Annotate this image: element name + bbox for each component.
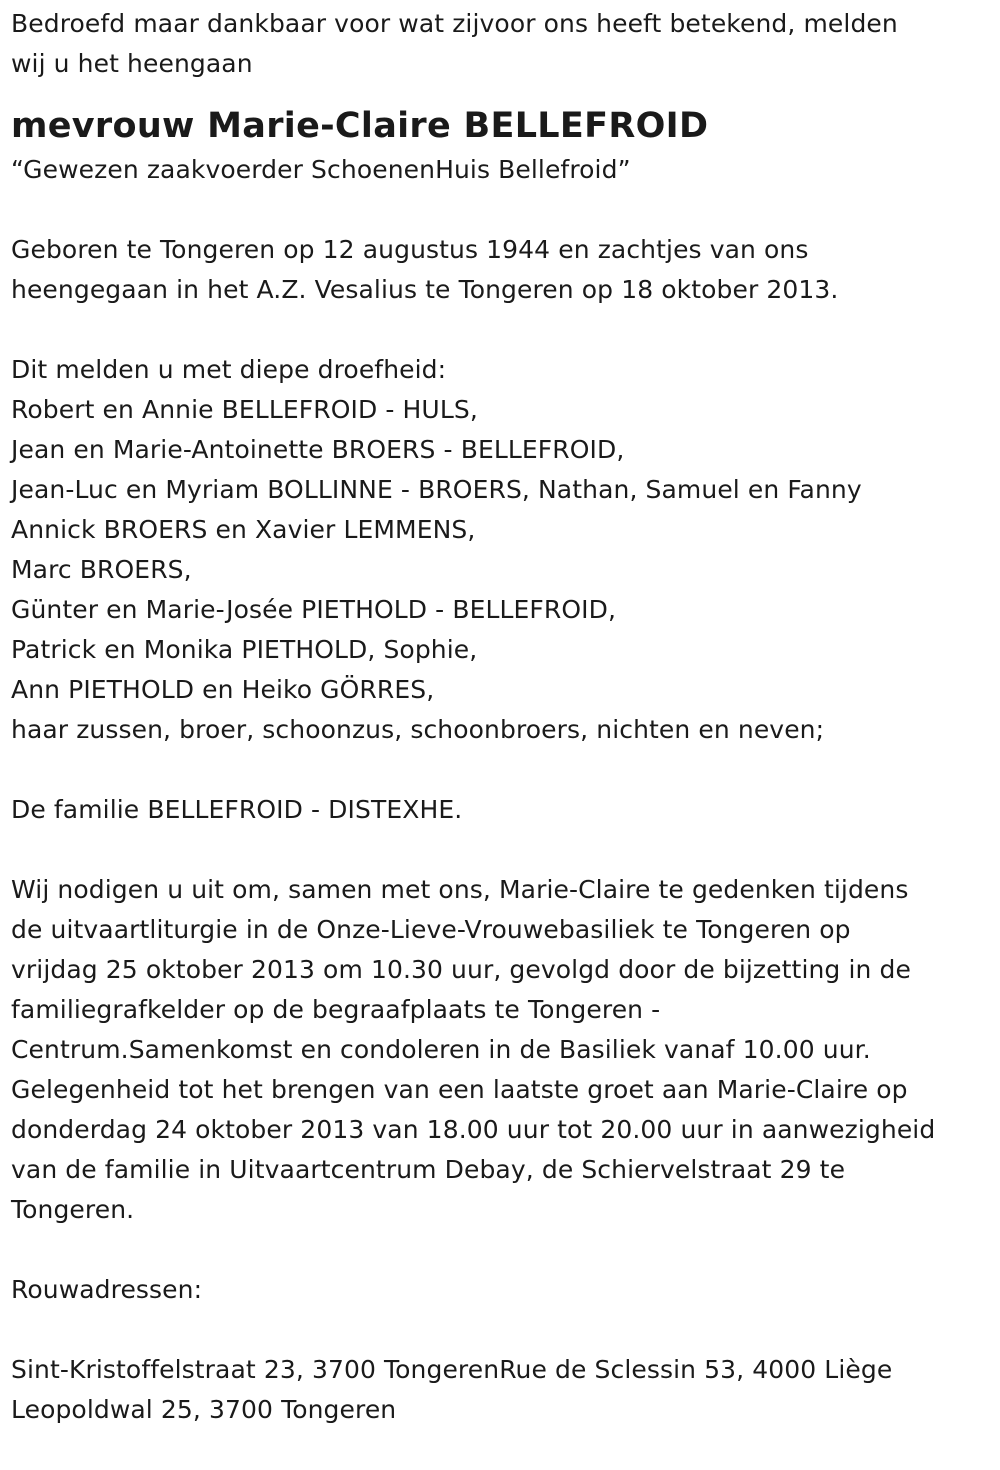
spacer — [11, 310, 991, 350]
family-line: De familie BELLEFROID - DISTEXHE. — [11, 795, 463, 824]
mourner-line: haar zussen, broer, schoonzus, schoonbroers, nichten en neven; — [11, 715, 825, 744]
intro-line: Bedroefd maar dankbaar voor wat zijvoor ons heeft betekend, melden — [11, 9, 898, 38]
mourner-line: Marc BROERS, — [11, 555, 192, 584]
ceremony-line: Gelegenheid tot het brengen van een laatste groet aan Marie-Claire op — [11, 1075, 908, 1104]
mourner-line: Ann PIETHOLD en Heiko GÖRRES, — [11, 675, 435, 704]
birth-death-line: Geboren te Tongeren op 12 augustus 1944 en zachtjes van ons — [11, 235, 809, 264]
ceremony-line: Centrum.Samenkomst en condoleren in de Basiliek vanaf 10.00 uur. — [11, 1035, 871, 1064]
mourner-line: Robert en Annie BELLEFROID - HULS, — [11, 395, 478, 424]
spacer — [11, 750, 991, 790]
intro-line: wij u het heengaan — [11, 49, 253, 78]
ceremony-line: de uitvaartliturgie in de Onze-Lieve-Vrouwebasiliek te Tongeren op — [11, 915, 851, 944]
mourner-line: Annick BROERS en Xavier LEMMENS, — [11, 515, 476, 544]
mourners-intro: Dit melden u met diepe droefheid: — [11, 355, 447, 384]
spacer — [11, 190, 991, 230]
address-line: Sint-Kristoffelstraat 23, 3700 TongerenRue de Sclessin 53, 4000 Liège — [11, 1355, 893, 1384]
deceased-subtitle: “Gewezen zaakvoerder SchoenenHuis Bellefroid” — [11, 155, 631, 184]
spacer — [11, 1230, 991, 1270]
ceremony-line: vrijdag 25 oktober 2013 om 10.30 uur, gevolgd door de bijzetting in de — [11, 955, 911, 984]
mourner-line: Jean en Marie-Antoinette BROERS - BELLEFROID, — [11, 435, 625, 464]
ceremony-line: Wij nodigen u uit om, samen met ons, Marie-Claire te gedenken tijdens — [11, 875, 909, 904]
spacer — [11, 1310, 991, 1350]
ceremony-line: familiegrafkelder op de begraafplaats te Tongeren - — [11, 995, 661, 1024]
deceased-name: mevrouw Marie-Claire BELLEFROID — [11, 106, 709, 146]
mourner-line: Jean-Luc en Myriam BOLLINNE - BROERS, Nathan, Samuel en Fanny — [11, 475, 862, 504]
addresses-label: Rouwadressen: — [11, 1275, 203, 1304]
obituary-notice — [11, 4, 991, 1430]
ceremony-line: van de familie in Uitvaartcentrum Debay, de Schiervelstraat 29 te — [11, 1155, 846, 1184]
ceremony-line: Tongeren. — [11, 1195, 135, 1224]
mourner-line: Günter en Marie-Josée PIETHOLD - BELLEFROID, — [11, 595, 617, 624]
mourner-line: Patrick en Monika PIETHOLD, Sophie, — [11, 635, 478, 664]
spacer — [11, 830, 991, 870]
birth-death-line: heengegaan in het A.Z. Vesalius te Tongeren op 18 oktober 2013. — [11, 275, 839, 304]
address-line: Leopoldwal 25, 3700 Tongeren — [11, 1395, 397, 1424]
ceremony-line: donderdag 24 oktober 2013 van 18.00 uur tot 20.00 uur in aanwezigheid — [11, 1115, 936, 1144]
